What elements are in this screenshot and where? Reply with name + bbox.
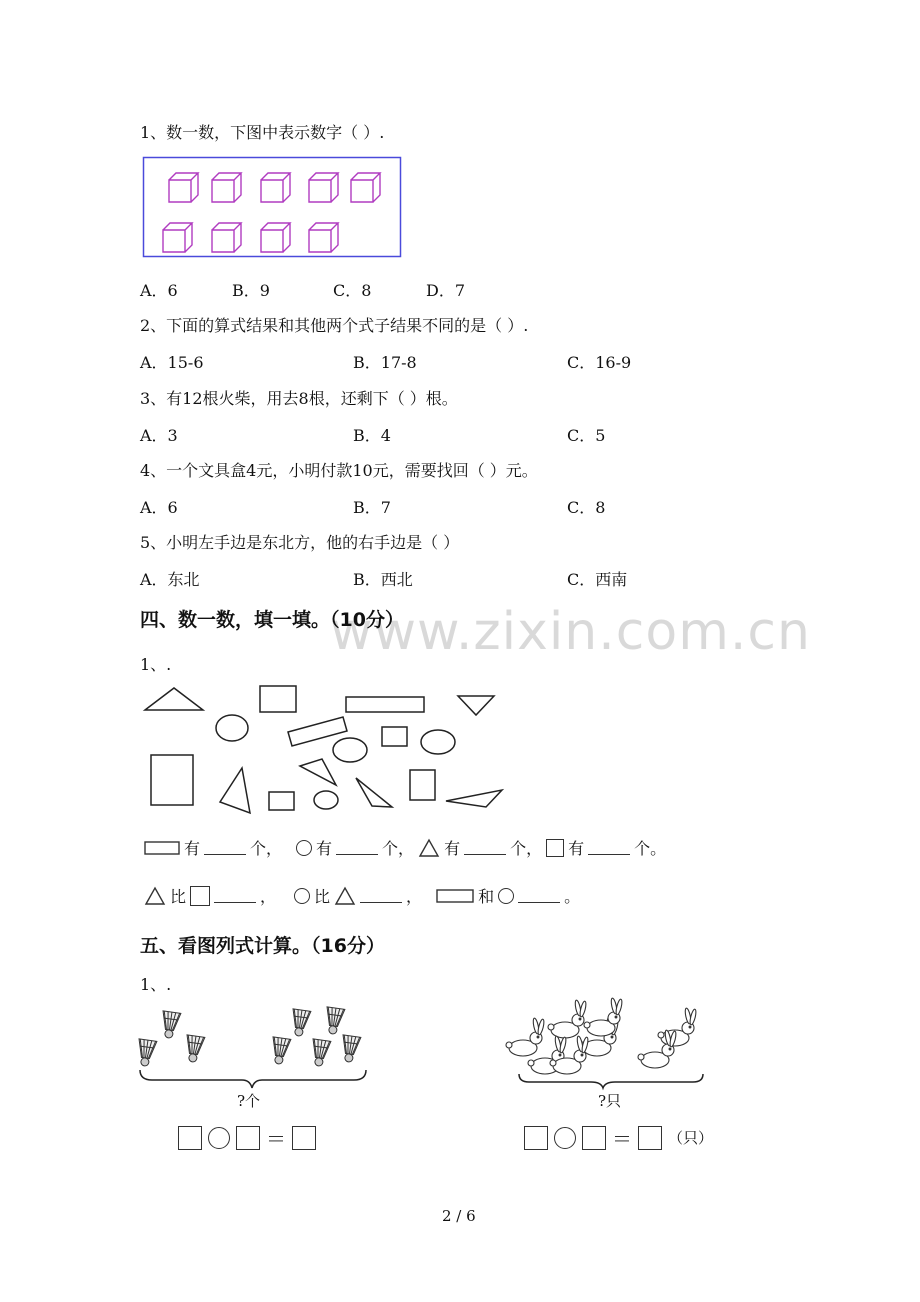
comma-label: ， <box>260 887 277 906</box>
q1-option-c[interactable]: C．8 <box>333 281 372 300</box>
shuttlecock-icon <box>159 1011 180 1039</box>
and-label: 和 <box>478 887 495 906</box>
shuttlecock-icon <box>135 1039 156 1067</box>
end-label: 个。 <box>634 839 667 858</box>
page-number: 2 / 6 <box>442 1207 476 1225</box>
unit-label: 个， <box>250 839 283 858</box>
cube-icon <box>309 173 338 202</box>
shuttlecock-count-label: ?个 <box>237 1092 261 1110</box>
q1-option-d[interactable]: D．7 <box>426 281 466 300</box>
cube-icon <box>163 223 192 252</box>
triangle-count-blank[interactable] <box>464 840 506 855</box>
cubes-figure <box>143 157 403 259</box>
fill-row-counts <box>144 836 666 859</box>
q1-option-a[interactable]: A．6 <box>140 281 178 300</box>
q1-option-b[interactable]: B．9 <box>232 281 270 300</box>
cube-icon <box>261 223 290 252</box>
equals-sign: ＝ <box>612 1127 632 1151</box>
answer-box[interactable] <box>178 1126 202 1150</box>
rabbit-icon <box>506 1018 545 1056</box>
shuttlecock-icon <box>339 1035 360 1063</box>
q2-option-b[interactable]: B．17-8 <box>353 353 417 372</box>
shuttlecock-icon <box>289 1009 310 1037</box>
question-4-text: 4、一个文具盒4元，小明付款10元，需要找回（ ）元。 <box>140 461 538 480</box>
question-3-text: 3、有12根火柴，用去8根，还剩下（ ）根。 <box>140 389 458 408</box>
rectangle-count-blank[interactable] <box>204 840 246 855</box>
fill-row-compare <box>144 884 580 907</box>
question-1-text: 1、数一数，下图中表示数字（ ）. <box>140 123 385 142</box>
triangle-icon <box>334 886 356 906</box>
triangle-square-blank[interactable] <box>214 888 256 903</box>
cube-icon <box>261 173 290 202</box>
question-2-text: 2、下面的算式结果和其他两个式子结果不同的是（ ）. <box>140 316 529 335</box>
cube-icon <box>309 223 338 252</box>
rabbit-icon <box>658 1008 697 1046</box>
cube-icon <box>169 173 198 202</box>
shapes-figure <box>140 680 520 815</box>
shuttlecock-icon <box>309 1039 330 1067</box>
circle-icon <box>294 888 310 904</box>
unit-label: 个， <box>382 839 415 858</box>
watermark: www.zixin.com.cn <box>330 602 811 662</box>
answer-box[interactable] <box>582 1126 606 1150</box>
answer-box[interactable] <box>524 1126 548 1150</box>
have-label: 有 <box>444 839 461 858</box>
rabbit-count-label: ?只 <box>598 1092 622 1110</box>
operator-circle[interactable] <box>208 1127 230 1149</box>
operator-circle[interactable] <box>554 1127 576 1149</box>
shuttlecock-icon <box>269 1037 290 1065</box>
answer-box[interactable] <box>638 1126 662 1150</box>
q4-option-c[interactable]: C．8 <box>567 498 606 517</box>
rectangle-circle-blank[interactable] <box>518 888 560 903</box>
answer-box[interactable] <box>292 1126 316 1150</box>
right-equation <box>524 1123 713 1152</box>
q4-option-b[interactable]: B．7 <box>353 498 391 517</box>
rectangle-icon <box>436 888 474 904</box>
cube-icon <box>212 223 241 252</box>
have-label: 有 <box>316 839 333 858</box>
square-icon <box>546 839 564 857</box>
end-label: 。 <box>564 887 581 906</box>
q3-option-a[interactable]: A．3 <box>140 426 178 445</box>
square-count-blank[interactable] <box>588 840 630 855</box>
q5-option-a[interactable]: A．东北 <box>140 570 200 589</box>
comma-label: ， <box>406 887 423 906</box>
have-label: 有 <box>184 839 201 858</box>
square-icon <box>190 886 210 906</box>
unit-label: （只） <box>668 1129 714 1147</box>
section-5-item: 1、. <box>140 975 172 994</box>
question-5-text: 5、小明左手边是东北方，他的右手边是（ ） <box>140 533 460 552</box>
rectangle-icon <box>144 840 180 856</box>
have-label: 有 <box>568 839 585 858</box>
section-4-item: 1、. <box>140 655 172 674</box>
section-4-title: 四、数一数，填一填。（10分） <box>140 609 404 631</box>
equals-sign: ＝ <box>266 1127 286 1151</box>
cube-icon <box>212 173 241 202</box>
q5-option-c[interactable]: C．西南 <box>567 570 628 589</box>
triangle-icon <box>144 886 166 906</box>
compare-label: 比 <box>170 887 187 906</box>
rabbits-figure <box>505 998 715 1090</box>
circle-triangle-blank[interactable] <box>360 888 402 903</box>
q2-option-c[interactable]: C．16-9 <box>567 353 632 372</box>
shuttlecocks-figure <box>138 1008 370 1092</box>
circle-count-blank[interactable] <box>336 840 378 855</box>
answer-box[interactable] <box>236 1126 260 1150</box>
circle-icon <box>296 840 312 856</box>
compare-label: 比 <box>314 887 331 906</box>
q2-option-a[interactable]: A．15-6 <box>140 353 204 372</box>
q5-option-b[interactable]: B．西北 <box>353 570 413 589</box>
circle-icon <box>498 888 514 904</box>
left-equation <box>178 1123 316 1152</box>
section-5-title: 五、看图列式计算。（16分） <box>140 935 385 957</box>
shuttlecock-icon <box>323 1007 344 1035</box>
q3-option-c[interactable]: C．5 <box>567 426 606 445</box>
unit-label: 个， <box>510 839 543 858</box>
cube-icon <box>351 173 380 202</box>
shuttlecock-icon <box>183 1035 204 1063</box>
rabbit-icon <box>584 998 623 1036</box>
rabbit-icon <box>548 1000 587 1038</box>
triangle-icon <box>418 838 440 858</box>
q3-option-b[interactable]: B．4 <box>353 426 391 445</box>
q4-option-a[interactable]: A．6 <box>140 498 178 517</box>
